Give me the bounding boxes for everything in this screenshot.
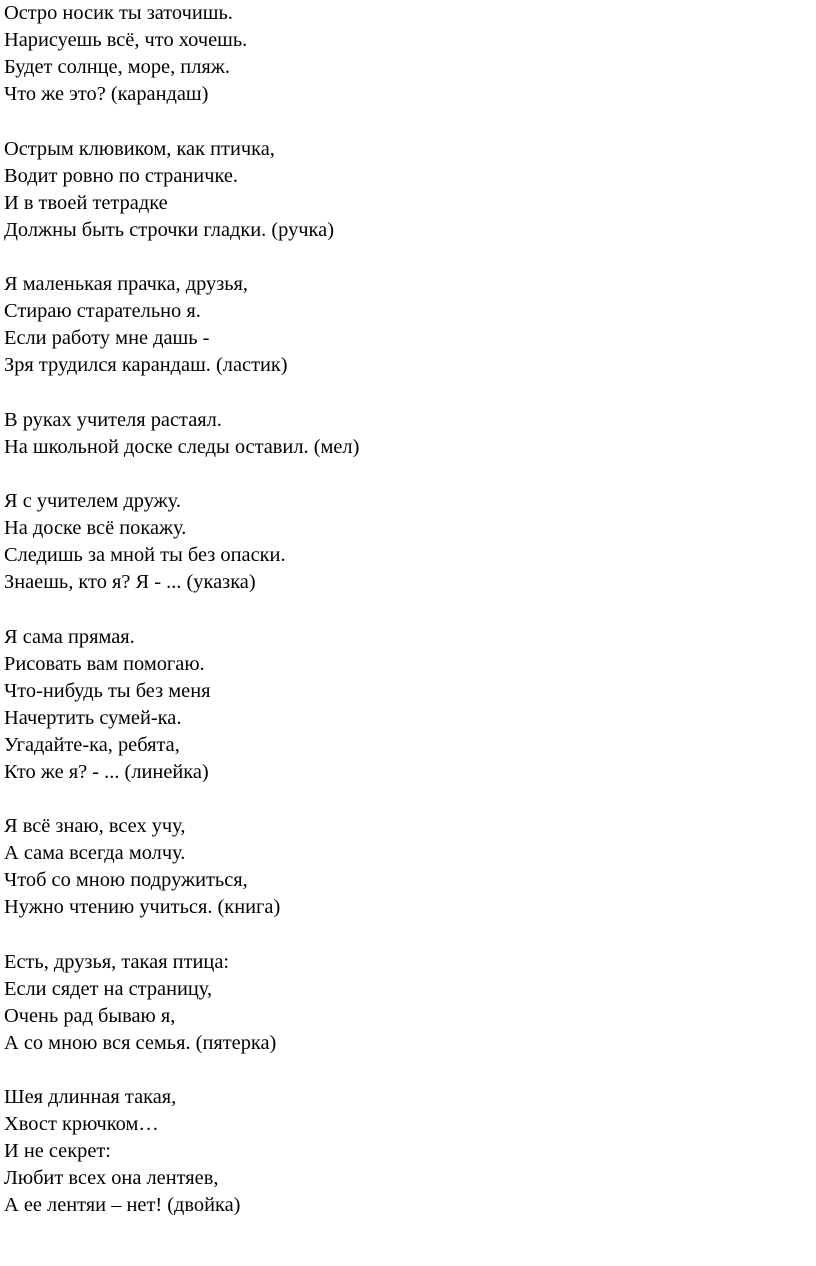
riddle-line: Острым клювиком, как птичка, — [4, 137, 275, 160]
riddle-stanza — [4, 271, 804, 379]
riddle-line: Кто же я? - ... (линейка) — [4, 760, 209, 783]
riddle-line: Любит всех она лентяев, — [4, 1167, 219, 1189]
riddle-line: Есть, друзья, такая птица: — [4, 950, 230, 973]
riddle-line: И в твоей тетрадке — [4, 191, 168, 214]
riddle-line: А сама всегда молчу. — [4, 842, 186, 864]
riddle-line: Шея длинная такая, — [4, 1086, 177, 1108]
riddle-line: Я всё знаю, всех учу, — [4, 815, 186, 837]
riddle-line: Стираю старательно я. — [4, 300, 201, 322]
riddle-line: Я маленькая прачка, друзья, — [4, 273, 249, 295]
riddle-line: На доске всё покажу. — [4, 517, 187, 539]
riddle-line: А со мною вся семья. (пятерка) — [4, 1031, 277, 1054]
riddle-line: Нарисуешь всё, что хочешь. — [4, 29, 248, 51]
riddle-line: В руках учителя растаял. — [4, 408, 222, 431]
riddle-line: Знаешь, кто я? Я - ... (указка) — [4, 571, 256, 593]
riddle-line: Должны быть строчки гладки. (ручка) — [4, 218, 334, 241]
riddle-line: Я с учителем дружу. — [4, 490, 181, 512]
riddle-stanza — [4, 136, 804, 244]
riddle-stanza — [4, 407, 804, 461]
riddle-line: Нужно чтению учиться. (книга) — [4, 896, 281, 918]
riddle-line: Угадайте-ка, ребята, — [4, 733, 180, 756]
riddle-line: Очень рад бываю я, — [4, 1004, 176, 1027]
riddle-line: Будет солнце, море, пляж. — [4, 56, 230, 78]
riddle-line: Остро носик ты заточишь. — [4, 2, 233, 24]
riddle-line: И не секрет: — [4, 1140, 111, 1162]
riddle-stanza — [4, 0, 804, 108]
riddle-line: Хвост крючком… — [4, 1113, 159, 1135]
riddle-stanza — [4, 624, 804, 786]
riddle-line: Следишь за мной ты без опаски. — [4, 544, 286, 566]
riddle-stanza — [4, 813, 804, 921]
riddle-line: Что-нибудь ты без меня — [4, 679, 211, 702]
riddle-line: Чтоб со мною подружиться, — [4, 869, 248, 891]
riddle-stanza — [4, 949, 804, 1057]
riddle-line: Зря трудился карандаш. (ластик) — [4, 354, 288, 376]
riddle-line: А ее лентяи – нет! (двойка) — [4, 1194, 241, 1216]
riddle-line: Что же это? (карандаш) — [4, 83, 209, 105]
riddle-line: Водит ровно по страничке. — [4, 164, 239, 187]
riddle-line: Если работу мне дашь - — [4, 327, 210, 349]
riddle-line: На школьной доске следы оставил. (мел) — [4, 435, 360, 458]
riddle-line: Рисовать вам помогаю. — [4, 652, 205, 675]
riddle-stanza — [4, 488, 804, 596]
riddle-line: Начертить сумей-ка. — [4, 706, 182, 729]
riddle-line: Я сама прямая. — [4, 625, 135, 648]
riddle-stanza — [4, 1084, 804, 1219]
riddle-line: Если сядет на страницу, — [4, 977, 213, 1000]
